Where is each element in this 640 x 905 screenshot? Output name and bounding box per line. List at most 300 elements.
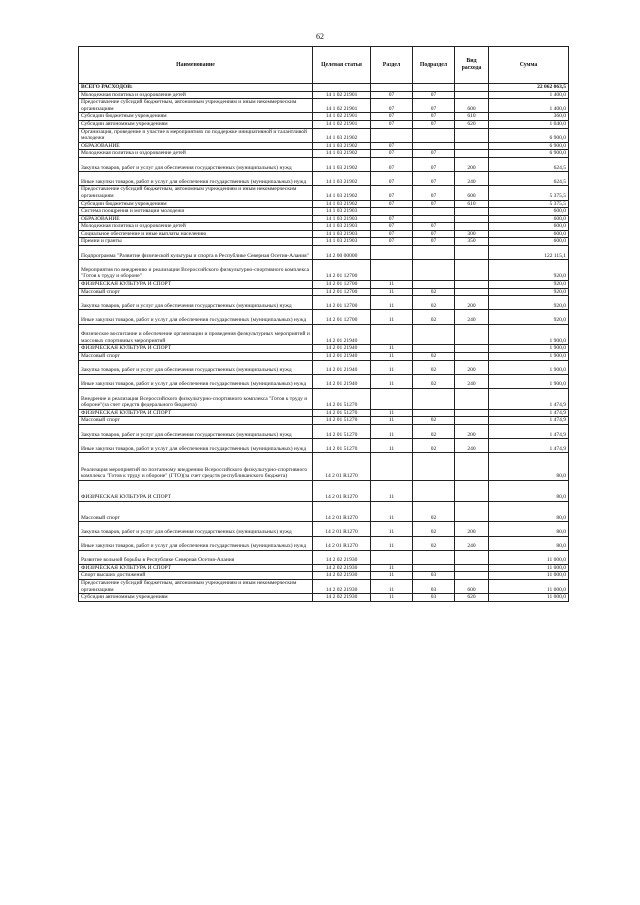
cell-section bbox=[371, 208, 413, 216]
cell-subsection: 03 bbox=[413, 580, 455, 594]
cell-section: 07 bbox=[371, 230, 413, 238]
cell-sum: 1 474,9 bbox=[489, 424, 569, 438]
cell-subsection bbox=[413, 208, 455, 216]
cell-expense-type: 240 bbox=[455, 536, 489, 550]
cell-section: 07 bbox=[371, 113, 413, 121]
cell-target: 14 2 01 R1270 bbox=[313, 522, 371, 536]
cell-expense-type bbox=[455, 572, 489, 580]
cell-target: 14 2 01 R1270 bbox=[313, 453, 371, 480]
cell-expense-type bbox=[455, 150, 489, 158]
cell-target: 14 2 01 21940 bbox=[313, 345, 371, 353]
cell-target: 14 1 03 21902 bbox=[313, 186, 371, 200]
table-row bbox=[79, 550, 569, 564]
cell-expense-type bbox=[455, 223, 489, 231]
cell-sum: 920,0 bbox=[489, 260, 569, 281]
cell-subsection: 02 bbox=[413, 501, 455, 522]
table-row bbox=[79, 353, 569, 361]
cell-expense-type: 200 bbox=[455, 296, 489, 310]
cell-section: 11 bbox=[371, 345, 413, 353]
cell-name: Физическое воспитание и обеспечение организации и проведения физкультурных мероприятий и массовых спортивных мероприятий bbox=[79, 324, 313, 345]
cell-section: 11 bbox=[371, 501, 413, 522]
table-row bbox=[79, 223, 569, 231]
header-section: Раздел bbox=[371, 47, 413, 84]
cell-expense-type: 240 bbox=[455, 172, 489, 186]
cell-target: 14 2 02 21930 bbox=[313, 580, 371, 594]
header-target: Целевая статья bbox=[313, 47, 371, 84]
cell-target: 14 2 01 12700 bbox=[313, 281, 371, 289]
cell-subsection: 02 bbox=[413, 374, 455, 388]
cell-subsection: 02 bbox=[413, 522, 455, 536]
cell-sum: 122 115,1 bbox=[489, 246, 569, 260]
cell-section: 11 bbox=[371, 439, 413, 453]
cell-section: 11 bbox=[371, 281, 413, 289]
cell-name: ФИЗИЧЕСКАЯ КУЛЬТУРА И СПОРТ bbox=[79, 409, 313, 417]
cell-section: 11 bbox=[371, 374, 413, 388]
cell-expense-type: 200 bbox=[455, 360, 489, 374]
cell-expense-type: 600 bbox=[455, 186, 489, 200]
cell-expense-type bbox=[455, 353, 489, 361]
table-row bbox=[79, 417, 569, 425]
cell-name: ОБРАЗОВАНИЕ bbox=[79, 142, 313, 150]
cell-sum: 1 474,9 bbox=[489, 439, 569, 453]
cell-sum: 920,0 bbox=[489, 288, 569, 296]
table-row bbox=[79, 564, 569, 572]
cell-sum: 920,0 bbox=[489, 281, 569, 289]
cell-subsection bbox=[413, 128, 455, 142]
cell-target: 14 2 01 12700 bbox=[313, 296, 371, 310]
cell-subsection: 07 bbox=[413, 223, 455, 231]
cell-sum: 11 000,0 bbox=[489, 564, 569, 572]
cell-name: Реализация мероприятий по поэтапному внедрению Всероссийского физкультурно-спортивного комплекса "Готов к труду и обороне" (ГТО)(за счет средств республиканского бюджета) bbox=[79, 453, 313, 480]
table-row bbox=[79, 99, 569, 113]
header-expense-type: Вид расхода bbox=[455, 47, 489, 84]
cell-subsection: 07 bbox=[413, 99, 455, 113]
cell-section bbox=[371, 388, 413, 409]
cell-expense-type: 600 bbox=[455, 580, 489, 594]
cell-expense-type: 600 bbox=[455, 99, 489, 113]
cell-section bbox=[371, 84, 413, 92]
cell-expense-type bbox=[455, 564, 489, 572]
cell-section: 07 bbox=[371, 215, 413, 223]
cell-target: 14 2 01 51270 bbox=[313, 424, 371, 438]
cell-section bbox=[371, 128, 413, 142]
budget-table bbox=[78, 46, 569, 602]
table-row bbox=[79, 230, 569, 238]
cell-sum: 1 900,0 bbox=[489, 353, 569, 361]
cell-expense-type bbox=[455, 84, 489, 92]
cell-subsection: 03 bbox=[413, 594, 455, 602]
cell-subsection bbox=[413, 453, 455, 480]
cell-target: 14 2 02 21930 bbox=[313, 550, 371, 564]
cell-name: Развитие вольной борьбы в Республике Северная Осетия-Алания bbox=[79, 550, 313, 564]
cell-expense-type: 610 bbox=[455, 200, 489, 208]
cell-sum: 80,0 bbox=[489, 536, 569, 550]
cell-subsection: 07 bbox=[413, 186, 455, 200]
table-row bbox=[79, 84, 569, 92]
cell-subsection: 07 bbox=[413, 157, 455, 171]
cell-expense-type bbox=[455, 288, 489, 296]
cell-name: Молодежная политика и оздоровление детей bbox=[79, 150, 313, 158]
cell-sum: 11 000,0 bbox=[489, 594, 569, 602]
cell-target: 14 2 02 21930 bbox=[313, 594, 371, 602]
cell-sum: 11 000,0 bbox=[489, 572, 569, 580]
table-row bbox=[79, 281, 569, 289]
table-row bbox=[79, 572, 569, 580]
cell-section: 07 bbox=[371, 99, 413, 113]
cell-sum: 80,0 bbox=[489, 480, 569, 501]
table-row bbox=[79, 128, 569, 142]
cell-sum: 624,5 bbox=[489, 157, 569, 171]
cell-subsection: 07 bbox=[413, 150, 455, 158]
cell-sum: 1 400,0 bbox=[489, 99, 569, 113]
cell-section: 07 bbox=[371, 172, 413, 186]
table-row bbox=[79, 439, 569, 453]
cell-name: Субсидии автономным учреждениям bbox=[79, 594, 313, 602]
cell-section: 11 bbox=[371, 572, 413, 580]
cell-section: 07 bbox=[371, 238, 413, 246]
cell-target: 14 2 01 21940 bbox=[313, 324, 371, 345]
cell-target: 14 1 03 21903 bbox=[313, 230, 371, 238]
cell-section bbox=[371, 550, 413, 564]
cell-expense-type bbox=[455, 409, 489, 417]
cell-target: 14 2 01 R1270 bbox=[313, 501, 371, 522]
cell-name: Иные закупки товаров, работ и услуг для обеспечения государственных (муниципальных) нужд bbox=[79, 374, 313, 388]
cell-sum: 5 375,5 bbox=[489, 186, 569, 200]
cell-expense-type bbox=[455, 128, 489, 142]
cell-section: 11 bbox=[371, 522, 413, 536]
cell-name: Массовый спорт bbox=[79, 288, 313, 296]
cell-subsection: 02 bbox=[413, 424, 455, 438]
cell-name: ВСЕГО РАСХОДОВ: bbox=[79, 84, 313, 92]
cell-subsection: 02 bbox=[413, 310, 455, 324]
cell-expense-type: 200 bbox=[455, 522, 489, 536]
cell-subsection bbox=[413, 480, 455, 501]
table-row bbox=[79, 409, 569, 417]
cell-subsection bbox=[413, 281, 455, 289]
cell-target: 14 2 01 51270 bbox=[313, 409, 371, 417]
cell-subsection: 02 bbox=[413, 296, 455, 310]
cell-sum: 600,0 bbox=[489, 215, 569, 223]
cell-name: Мероприятия по внедрению и реализации Всероссийского физкультурно-спортивного комплекса "Готов к труду и обороне" bbox=[79, 260, 313, 281]
cell-name: Спорт высших достижений bbox=[79, 572, 313, 580]
cell-section: 11 bbox=[371, 580, 413, 594]
cell-name: Закупка товаров, работ и услуг для обеспечения государственных (муниципальных) нужд bbox=[79, 424, 313, 438]
cell-name: Иные закупки товаров, работ и услуг для обеспечения государственных (муниципальных) нужд bbox=[79, 310, 313, 324]
cell-subsection bbox=[413, 324, 455, 345]
cell-target: 14 1 03 21902 bbox=[313, 128, 371, 142]
cell-name: Закупка товаров, работ и услуг для обеспечения государственных (муниципальных) нужд bbox=[79, 360, 313, 374]
cell-expense-type bbox=[455, 142, 489, 150]
cell-expense-type bbox=[455, 417, 489, 425]
cell-section: 11 bbox=[371, 288, 413, 296]
cell-name: ФИЗИЧЕСКАЯ КУЛЬТУРА И СПОРТ bbox=[79, 480, 313, 501]
table-row bbox=[79, 200, 569, 208]
cell-subsection: 02 bbox=[413, 439, 455, 453]
table-row bbox=[79, 288, 569, 296]
table-row bbox=[79, 360, 569, 374]
cell-name: Закупка товаров, работ и услуг для обеспечения государственных (муниципальных) нужд bbox=[79, 157, 313, 171]
cell-target: 14 2 01 21940 bbox=[313, 360, 371, 374]
table-header-row bbox=[79, 47, 569, 84]
cell-name: ФИЗИЧЕСКАЯ КУЛЬТУРА И СПОРТ bbox=[79, 345, 313, 353]
cell-expense-type: 240 bbox=[455, 310, 489, 324]
cell-sum: 600,0 bbox=[489, 208, 569, 216]
page-number: 62 bbox=[316, 32, 324, 41]
cell-subsection: 02 bbox=[413, 288, 455, 296]
cell-sum: 1 474,9 bbox=[489, 388, 569, 409]
table-row bbox=[79, 388, 569, 409]
cell-section: 07 bbox=[371, 91, 413, 99]
cell-subsection: 07 bbox=[413, 172, 455, 186]
cell-expense-type: 200 bbox=[455, 157, 489, 171]
cell-target: 14 2 01 R1270 bbox=[313, 480, 371, 501]
table-row bbox=[79, 310, 569, 324]
table-row bbox=[79, 522, 569, 536]
cell-sum: 22 062 063,5 bbox=[489, 84, 569, 92]
table-row bbox=[79, 374, 569, 388]
table-row bbox=[79, 424, 569, 438]
cell-sum: 11 000,0 bbox=[489, 550, 569, 564]
cell-sum: 1 900,0 bbox=[489, 360, 569, 374]
table-row bbox=[79, 238, 569, 246]
cell-target: 14 2 01 51270 bbox=[313, 417, 371, 425]
cell-sum: 6 900,0 bbox=[489, 150, 569, 158]
cell-expense-type: 200 bbox=[455, 424, 489, 438]
cell-subsection: 07 bbox=[413, 120, 455, 128]
cell-subsection: 07 bbox=[413, 238, 455, 246]
cell-section bbox=[371, 260, 413, 281]
cell-subsection bbox=[413, 388, 455, 409]
table-row bbox=[79, 345, 569, 353]
table-row bbox=[79, 186, 569, 200]
cell-subsection: 07 bbox=[413, 230, 455, 238]
cell-section: 11 bbox=[371, 417, 413, 425]
cell-section: 11 bbox=[371, 409, 413, 417]
cell-subsection: 07 bbox=[413, 200, 455, 208]
cell-sum: 1 474,9 bbox=[489, 409, 569, 417]
table-row bbox=[79, 501, 569, 522]
cell-subsection bbox=[413, 260, 455, 281]
cell-section: 07 bbox=[371, 223, 413, 231]
table-row bbox=[79, 113, 569, 121]
cell-expense-type: 300 bbox=[455, 230, 489, 238]
cell-expense-type: 240 bbox=[455, 374, 489, 388]
cell-target: 14 2 01 51270 bbox=[313, 439, 371, 453]
cell-expense-type bbox=[455, 453, 489, 480]
cell-target: 14 1 03 21903 bbox=[313, 238, 371, 246]
table-row bbox=[79, 142, 569, 150]
cell-section: 11 bbox=[371, 310, 413, 324]
cell-sum: 920,0 bbox=[489, 310, 569, 324]
table-row bbox=[79, 580, 569, 594]
cell-name: Подпрограмма "Развитие физической культуры и спорта в Республике Северная Осетия-Алания" bbox=[79, 246, 313, 260]
cell-expense-type: 240 bbox=[455, 439, 489, 453]
cell-name: Внедрение и реализация Всероссийского физкультурно-спортивного комплекса "Готов к труду и обороне"(за счет средств федерального бюджета) bbox=[79, 388, 313, 409]
cell-section: 11 bbox=[371, 360, 413, 374]
cell-sum: 5 375,5 bbox=[489, 200, 569, 208]
cell-name: Молодежная политика и оздоровление детей bbox=[79, 91, 313, 99]
table-row bbox=[79, 157, 569, 171]
table-row bbox=[79, 120, 569, 128]
cell-target: 14 1 02 21901 bbox=[313, 91, 371, 99]
cell-target: 14 2 01 21940 bbox=[313, 374, 371, 388]
cell-subsection bbox=[413, 215, 455, 223]
cell-target: 14 1 03 21902 bbox=[313, 200, 371, 208]
cell-section: 11 bbox=[371, 353, 413, 361]
cell-section: 11 bbox=[371, 480, 413, 501]
cell-section: 11 bbox=[371, 296, 413, 310]
cell-subsection: 07 bbox=[413, 113, 455, 121]
cell-target: 14 2 01 12700 bbox=[313, 260, 371, 281]
cell-subsection: 02 bbox=[413, 417, 455, 425]
cell-section: 07 bbox=[371, 200, 413, 208]
cell-expense-type: 610 bbox=[455, 113, 489, 121]
cell-name: ФИЗИЧЕСКАЯ КУЛЬТУРА И СПОРТ bbox=[79, 281, 313, 289]
cell-sum: 6 900,0 bbox=[489, 128, 569, 142]
cell-expense-type bbox=[455, 345, 489, 353]
cell-subsection bbox=[413, 142, 455, 150]
cell-expense-type: 350 bbox=[455, 238, 489, 246]
cell-subsection bbox=[413, 246, 455, 260]
cell-sum: 600,0 bbox=[489, 238, 569, 246]
cell-expense-type bbox=[455, 281, 489, 289]
cell-name: ФИЗИЧЕСКАЯ КУЛЬТУРА И СПОРТ bbox=[79, 564, 313, 572]
cell-sum: 1 474,9 bbox=[489, 417, 569, 425]
cell-expense-type bbox=[455, 246, 489, 260]
cell-sum: 80,0 bbox=[489, 453, 569, 480]
table-row bbox=[79, 324, 569, 345]
cell-subsection: 02 bbox=[413, 353, 455, 361]
cell-name: Массовый спорт bbox=[79, 417, 313, 425]
cell-expense-type bbox=[455, 324, 489, 345]
cell-name: Субсидии автономным учреждениям bbox=[79, 120, 313, 128]
cell-sum: 624,5 bbox=[489, 172, 569, 186]
cell-section: 11 bbox=[371, 424, 413, 438]
cell-sum: 1 900,0 bbox=[489, 345, 569, 353]
header-subsection: Подраздел bbox=[413, 47, 455, 84]
cell-target: 14 2 01 12700 bbox=[313, 288, 371, 296]
cell-name: Молодежная политика и оздоровление детей bbox=[79, 223, 313, 231]
cell-sum: 1 040,0 bbox=[489, 120, 569, 128]
cell-target: 14 1 03 21902 bbox=[313, 172, 371, 186]
cell-sum: 920,0 bbox=[489, 296, 569, 310]
cell-name: Предоставление субсидий бюджетным, автономным учреждениям и иным некоммерческим организациям bbox=[79, 99, 313, 113]
cell-sum: 600,0 bbox=[489, 230, 569, 238]
cell-target: 14 1 02 21901 bbox=[313, 99, 371, 113]
cell-name: Массовый спорт bbox=[79, 501, 313, 522]
budget-table-body bbox=[79, 84, 569, 602]
cell-section bbox=[371, 453, 413, 480]
cell-name: Массовый спорт bbox=[79, 353, 313, 361]
table-row bbox=[79, 594, 569, 602]
cell-section: 07 bbox=[371, 120, 413, 128]
table-row bbox=[79, 208, 569, 216]
cell-expense-type bbox=[455, 480, 489, 501]
cell-sum: 80,0 bbox=[489, 522, 569, 536]
cell-subsection: 02 bbox=[413, 360, 455, 374]
cell-target: 14 1 03 21902 bbox=[313, 142, 371, 150]
table-row bbox=[79, 246, 569, 260]
cell-expense-type: 620 bbox=[455, 120, 489, 128]
cell-name: Иные закупки товаров, работ и услуг для обеспечения государственных (муниципальных) нужд bbox=[79, 439, 313, 453]
cell-section: 07 bbox=[371, 157, 413, 171]
cell-target: 14 1 03 21903 bbox=[313, 223, 371, 231]
cell-name: Закупка товаров, работ и услуг для обеспечения государственных (муниципальных) нужд bbox=[79, 522, 313, 536]
cell-subsection bbox=[413, 345, 455, 353]
cell-sum: 1 400,0 bbox=[489, 91, 569, 99]
cell-sum: 1 900,0 bbox=[489, 374, 569, 388]
table-row bbox=[79, 150, 569, 158]
cell-section: 11 bbox=[371, 536, 413, 550]
cell-name: Иные закупки товаров, работ и услуг для обеспечения государственных (муниципальных) нужд bbox=[79, 172, 313, 186]
cell-expense-type bbox=[455, 260, 489, 281]
cell-name: Социальное обеспечение и иные выплаты населению bbox=[79, 230, 313, 238]
cell-target: 14 1 03 21903 bbox=[313, 215, 371, 223]
cell-expense-type bbox=[455, 388, 489, 409]
cell-target: 14 2 01 12700 bbox=[313, 310, 371, 324]
cell-sum: 80,0 bbox=[489, 501, 569, 522]
cell-subsection: 03 bbox=[413, 572, 455, 580]
cell-sum: 1 900,0 bbox=[489, 324, 569, 345]
cell-subsection bbox=[413, 409, 455, 417]
header-name: Наименование bbox=[79, 47, 313, 84]
cell-section: 07 bbox=[371, 150, 413, 158]
cell-name: Субсидии бюджетным учреждениям bbox=[79, 200, 313, 208]
table-row bbox=[79, 91, 569, 99]
cell-name: Премии и гранты bbox=[79, 238, 313, 246]
cell-target bbox=[313, 84, 371, 92]
table-row bbox=[79, 480, 569, 501]
cell-name: Иные закупки товаров, работ и услуг для обеспечения государственных (муниципальных) нужд bbox=[79, 536, 313, 550]
cell-section: 07 bbox=[371, 186, 413, 200]
cell-target: 14 1 02 21901 bbox=[313, 120, 371, 128]
cell-expense-type bbox=[455, 501, 489, 522]
cell-sum: 600,0 bbox=[489, 223, 569, 231]
cell-name: Предоставление субсидий бюджетным, автономным учреждениям и иным некоммерческим организациям bbox=[79, 186, 313, 200]
cell-name: Организация, проведение и участие в мероприятиях по поддержке инициативной и талантливой молодежи bbox=[79, 128, 313, 142]
table-row bbox=[79, 172, 569, 186]
cell-section bbox=[371, 246, 413, 260]
cell-subsection bbox=[413, 84, 455, 92]
cell-subsection bbox=[413, 550, 455, 564]
cell-target: 14 2 01 21940 bbox=[313, 353, 371, 361]
cell-section: 11 bbox=[371, 594, 413, 602]
cell-target: 14 1 03 21903 bbox=[313, 208, 371, 216]
table-row bbox=[79, 215, 569, 223]
table-row bbox=[79, 536, 569, 550]
cell-name: Система поощрения и мотивации молодежи bbox=[79, 208, 313, 216]
cell-subsection: 07 bbox=[413, 91, 455, 99]
cell-target: 14 2 01 R1270 bbox=[313, 536, 371, 550]
cell-target: 14 1 03 21902 bbox=[313, 150, 371, 158]
cell-target: 14 2 02 21930 bbox=[313, 572, 371, 580]
table-row bbox=[79, 260, 569, 281]
cell-expense-type bbox=[455, 215, 489, 223]
cell-target: 14 2 00 00000 bbox=[313, 246, 371, 260]
cell-section: 11 bbox=[371, 564, 413, 572]
cell-target: 14 2 01 51270 bbox=[313, 388, 371, 409]
cell-subsection: 02 bbox=[413, 536, 455, 550]
cell-sum: 360,0 bbox=[489, 113, 569, 121]
header-sum: Сумма bbox=[489, 47, 569, 84]
cell-name: ОБРАЗОВАНИЕ bbox=[79, 215, 313, 223]
cell-sum: 6 900,0 bbox=[489, 142, 569, 150]
cell-target: 14 1 02 21901 bbox=[313, 113, 371, 121]
cell-subsection bbox=[413, 564, 455, 572]
cell-expense-type bbox=[455, 91, 489, 99]
cell-name: Закупка товаров, работ и услуг для обеспечения государственных (муниципальных) нужд bbox=[79, 296, 313, 310]
cell-expense-type bbox=[455, 550, 489, 564]
